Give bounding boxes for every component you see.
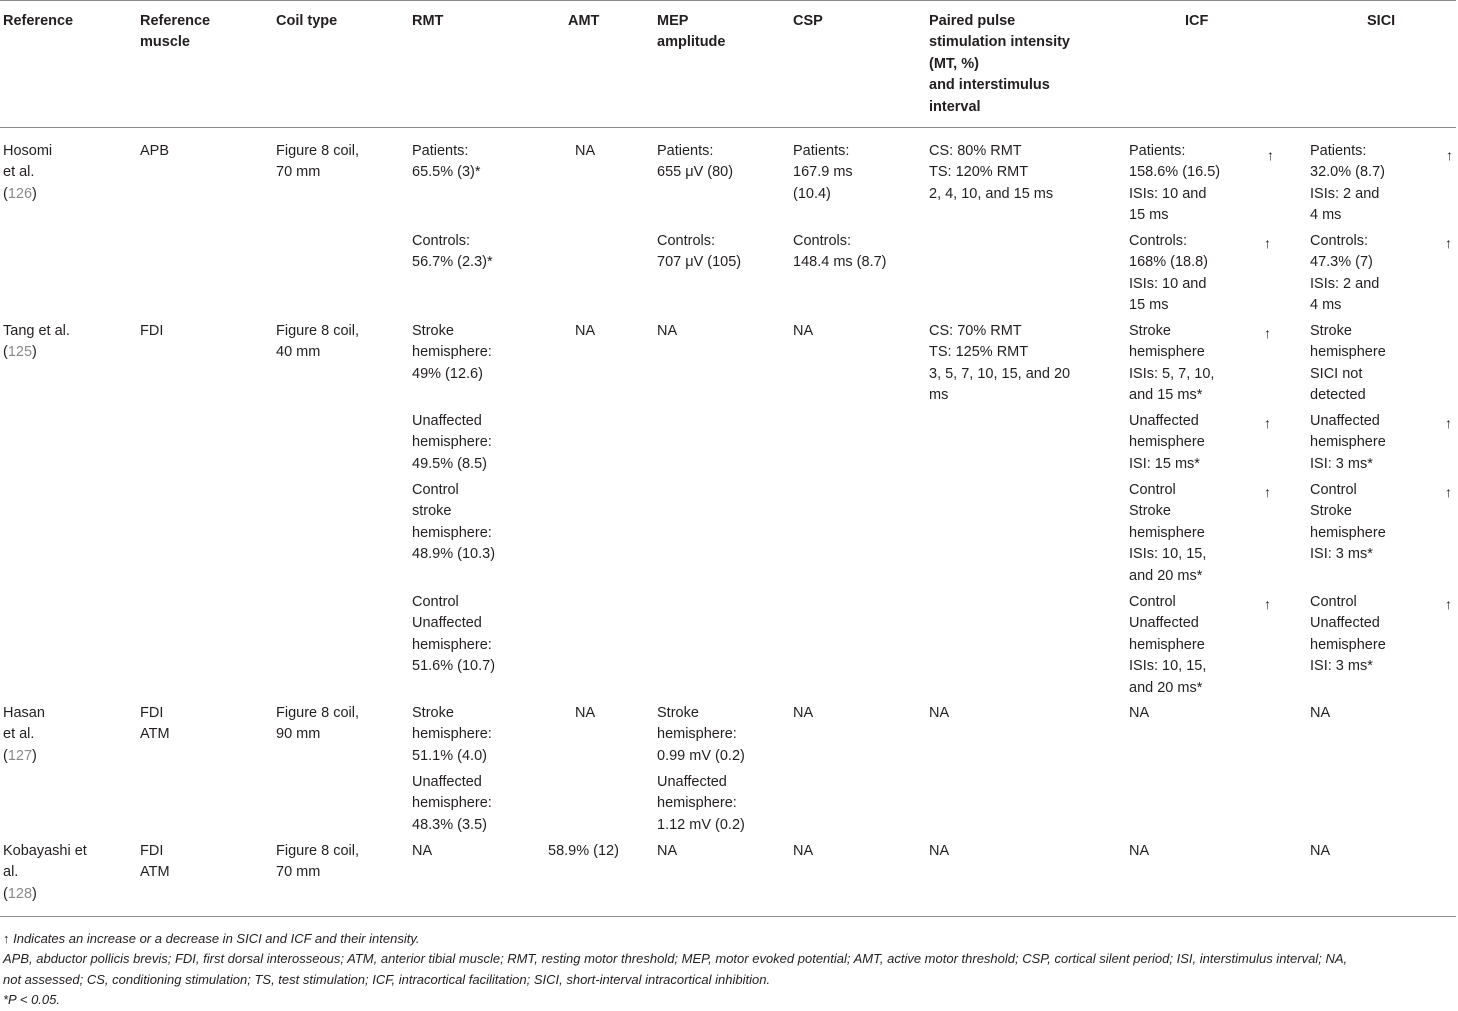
reference-citation[interactable]: (126): [3, 185, 37, 202]
cell-sici-line: Patients:: [1310, 143, 1367, 159]
cell-amt: [575, 703, 595, 724]
cell-rmt-line: Patients:: [412, 143, 469, 159]
header-amt-line: AMT: [568, 13, 600, 29]
cell-reference: [3, 703, 45, 767]
cell-rmt-line: Controls:: [412, 233, 471, 249]
cell-icf-line: and 20 ms*: [1129, 679, 1203, 696]
cell-icf-line: Patients:: [1129, 143, 1186, 159]
cell-icf: [1129, 141, 1220, 227]
cell-reference-line: Kobayashi et: [3, 843, 87, 859]
header-icf-line: ICF: [1185, 13, 1209, 29]
icf-increase-arrow-icon: ↑: [1264, 325, 1271, 341]
cell-sici-line: hemisphere: [1310, 636, 1386, 653]
cell-sici-line: 47.3% (7): [1310, 254, 1373, 271]
cell-icf: [1129, 321, 1214, 407]
cell-rmt: [412, 772, 492, 836]
cell-mep: [657, 841, 677, 862]
cell-icf-line: and 15 ms*: [1129, 387, 1203, 404]
cell-sici-line: Control: [1310, 482, 1357, 498]
header-rmt: [412, 11, 443, 32]
cell-sici: [1310, 480, 1386, 566]
cell-mep-line: hemisphere:: [657, 795, 737, 812]
cell-coil-line: 40 mm: [276, 344, 321, 361]
cell-mep-line: NA: [657, 323, 678, 339]
cell-csp: [793, 141, 853, 205]
cell-sici-line: hemisphere: [1310, 344, 1386, 361]
table-header-rule: [0, 127, 1456, 128]
cell-mep-line: NA: [657, 843, 678, 859]
cell-sici-line: Unaffected: [1310, 413, 1380, 429]
cell-csp-line: Controls:: [793, 233, 852, 249]
cell-sici: [1310, 231, 1379, 317]
icf-increase-arrow-icon: ↑: [1264, 596, 1271, 612]
header-sici: [1367, 11, 1395, 32]
cell-sici: [1310, 841, 1330, 862]
cell-amt-line: NA: [575, 143, 596, 159]
table-bottom-rule: [0, 916, 1456, 917]
cell-csp-line: (10.4): [793, 185, 831, 202]
cell-icf-line: ISIs: 10 and: [1129, 275, 1207, 292]
cell-csp-line: NA: [793, 705, 814, 721]
cell-rmt-line: NA: [412, 843, 433, 859]
cell-rmt: [412, 480, 495, 566]
header-icf: [1185, 11, 1208, 32]
cell-rmt-line: Control: [412, 482, 459, 498]
cell-reference-line: al.: [3, 864, 19, 881]
cell-csp-line: 148.4 ms (8.7): [793, 254, 887, 271]
cell-amt: [548, 841, 619, 862]
cell-mep-line: 1.12 mV (0.2): [657, 816, 745, 833]
icf-increase-arrow-icon: ↑: [1267, 147, 1274, 163]
cell-paired-pulse: [929, 321, 1070, 407]
cell-rmt-line: Stroke: [412, 705, 454, 721]
cell-icf-line: ISIs: 5, 7, 10,: [1129, 365, 1215, 382]
cell-mep-line: Controls:: [657, 233, 716, 249]
cell-sici-line: ISIs: 2 and: [1310, 275, 1380, 292]
cell-reference: [3, 841, 87, 905]
header-paired-pulse-line: and interstimulus: [929, 77, 1050, 94]
cell-amt: [575, 321, 595, 342]
cell-mep-line: Unaffected: [657, 774, 727, 790]
cell-mep-line: Patients:: [657, 143, 714, 159]
cell-sici-line: hemisphere: [1310, 434, 1386, 451]
cell-icf-line: 15 ms: [1129, 207, 1169, 224]
cell-rmt-line: Control: [412, 594, 459, 610]
cell-icf: [1129, 592, 1206, 699]
cell-muscle: [140, 841, 170, 884]
cell-mep: [657, 703, 745, 767]
header-coil-type-line: Coil type: [276, 13, 338, 29]
cell-muscle-line: FDI: [140, 705, 164, 721]
cell-rmt-line: Unaffected: [412, 774, 482, 790]
cell-sici: [1310, 321, 1386, 407]
cell-icf: [1129, 480, 1206, 587]
cell-icf-line: Stroke: [1129, 503, 1171, 520]
cell-sici: [1310, 592, 1386, 678]
header-paired-pulse-line: interval: [929, 98, 981, 115]
cell-icf-line: 168% (18.8): [1129, 254, 1208, 271]
cell-rmt-line: 48.3% (3.5): [412, 816, 487, 833]
cell-mep-line: hemisphere:: [657, 726, 737, 743]
cell-icf: [1129, 841, 1149, 862]
cell-icf-line: Unaffected: [1129, 615, 1199, 632]
header-csp-line: CSP: [793, 13, 823, 29]
cell-rmt-line: hemisphere:: [412, 434, 492, 451]
cell-rmt-line: 48.9% (10.3): [412, 546, 496, 563]
cell-icf-line: Control: [1129, 594, 1176, 610]
cell-icf-line: ISIs: 10 and: [1129, 185, 1207, 202]
cell-sici-line: Stroke: [1310, 323, 1352, 339]
cell-mep: [657, 141, 733, 184]
cell-sici-line: SICI not: [1310, 365, 1363, 382]
cell-csp: [793, 703, 813, 724]
cell-reference-line: Tang et al.: [3, 323, 70, 339]
cell-mep: [657, 772, 745, 836]
cell-mep-line: Stroke: [657, 705, 699, 721]
cell-icf-line: hemisphere: [1129, 344, 1205, 361]
cell-icf-line: Stroke: [1129, 323, 1171, 339]
cell-icf-line: hemisphere: [1129, 636, 1205, 653]
cell-sici-line: 4 ms: [1310, 297, 1342, 314]
reference-number-link[interactable]: 128: [7, 885, 33, 902]
cell-muscle: [140, 321, 163, 342]
cell-mep-line: 655 μV (80): [657, 164, 734, 181]
reference-number-link[interactable]: 126: [7, 185, 33, 202]
cell-coil-line: Figure 8 coil,: [276, 323, 360, 339]
footnote-arrow: ↑ Indicates an increase or a decrease in SICI and ICF and their intensity.: [3, 931, 420, 946]
cell-icf-line: hemisphere: [1129, 434, 1205, 451]
cell-icf-line: Control: [1129, 482, 1176, 498]
cell-rmt-line: 49% (12.6): [412, 365, 483, 382]
cell-rmt-line: stroke: [412, 503, 452, 520]
cell-sici-line: 4 ms: [1310, 207, 1342, 224]
header-mep-amplitude-line: MEP: [657, 13, 689, 29]
sici-increase-arrow-icon: ↑: [1445, 415, 1452, 431]
cell-coil-line: 70 mm: [276, 864, 321, 881]
cell-coil-line: 70 mm: [276, 164, 321, 181]
cell-rmt-line: 51.6% (10.7): [412, 658, 496, 675]
cell-rmt: [412, 231, 493, 274]
cell-sici-line: ISI: 3 ms*: [1310, 658, 1373, 675]
cell-coil: [276, 141, 359, 184]
header-coil-type: [276, 11, 337, 32]
cell-paired-pulse-line: 2, 4, 10, and 15 ms: [929, 185, 1054, 202]
cell-coil: [276, 841, 359, 884]
cell-csp-line: NA: [793, 323, 814, 339]
icf-increase-arrow-icon: ↑: [1264, 235, 1271, 251]
cell-coil-line: Figure 8 coil,: [276, 843, 360, 859]
cell-icf-line: and 20 ms*: [1129, 567, 1203, 584]
cell-sici-line: ISI: 3 ms*: [1310, 546, 1373, 563]
reference-citation[interactable]: (128): [3, 885, 37, 902]
cell-sici: [1310, 703, 1330, 724]
cell-csp-line: NA: [793, 843, 814, 859]
cell-amt-line: 58.9% (12): [548, 843, 619, 859]
sici-increase-arrow-icon: ↑: [1445, 484, 1452, 500]
cell-muscle-line: FDI: [140, 843, 164, 859]
icf-increase-arrow-icon: ↑: [1264, 484, 1271, 500]
cell-sici-line: Stroke: [1310, 503, 1352, 520]
cell-sici: [1310, 411, 1386, 475]
cell-coil-line: Figure 8 coil,: [276, 705, 360, 721]
cell-paired-pulse: [929, 841, 949, 862]
cell-rmt-line: 65.5% (3)*: [412, 164, 481, 181]
cell-reference: [3, 141, 52, 205]
cell-paired-pulse-line: NA: [929, 705, 950, 721]
cell-rmt: [412, 411, 492, 475]
cell-csp: [793, 321, 813, 342]
cell-rmt-line: hemisphere:: [412, 524, 492, 541]
header-sici-line: SICI: [1367, 13, 1396, 29]
cell-paired-pulse-line: 3, 5, 7, 10, 15, and 20: [929, 365, 1071, 382]
cell-rmt: [412, 141, 481, 184]
cell-mep-line: 707 μV (105): [657, 254, 742, 271]
header-paired-pulse-line: (MT, %): [929, 55, 979, 72]
cell-sici-line: NA: [1310, 843, 1331, 859]
cell-icf-line: NA: [1129, 843, 1150, 859]
cell-icf-line: 15 ms: [1129, 297, 1169, 314]
cell-csp-line: 167.9 ms: [793, 164, 853, 181]
cell-rmt-line: hemisphere:: [412, 636, 492, 653]
cell-icf: [1129, 231, 1208, 317]
icf-increase-arrow-icon: ↑: [1264, 415, 1271, 431]
cell-sici: [1310, 141, 1385, 227]
cell-icf-line: NA: [1129, 705, 1150, 721]
cell-mep: [657, 321, 677, 342]
cell-muscle-line: ATM: [140, 726, 170, 743]
cell-coil-line: Figure 8 coil,: [276, 143, 360, 159]
cell-amt: [575, 141, 595, 162]
cell-icf-line: 158.6% (16.5): [1129, 164, 1221, 181]
cell-paired-pulse: [929, 703, 949, 724]
cell-rmt-line: Stroke: [412, 323, 454, 339]
cell-icf: [1129, 411, 1205, 475]
header-reference: [3, 11, 73, 32]
cell-sici-line: hemisphere: [1310, 524, 1386, 541]
reference-number-link[interactable]: 125: [7, 344, 33, 361]
header-reference-muscle-line: Reference: [140, 13, 211, 29]
cell-sici-line: ISIs: 2 and: [1310, 185, 1380, 202]
cell-sici-line: detected: [1310, 387, 1366, 404]
cell-sici-line: NA: [1310, 705, 1331, 721]
sici-increase-arrow-icon: ↑: [1445, 596, 1452, 612]
footnote-significance: *P < 0.05.: [3, 992, 60, 1008]
sici-increase-arrow-icon: ↑: [1446, 147, 1453, 163]
header-rmt-line: RMT: [412, 13, 444, 29]
cell-reference-line: Hosomi: [3, 143, 53, 159]
header-mep-amplitude-line: amplitude: [657, 34, 726, 51]
cell-csp-line: Patients:: [793, 143, 850, 159]
cell-reference-line: et al.: [3, 726, 35, 743]
cell-reference-line: et al.: [3, 164, 35, 181]
cell-rmt: [412, 592, 495, 678]
table-footnotes: [3, 929, 1455, 1011]
cell-rmt-line: Unaffected: [412, 413, 482, 429]
cell-icf-line: ISIs: 10, 15,: [1129, 658, 1207, 675]
cell-paired-pulse-line: TS: 125% RMT: [929, 344, 1029, 361]
cell-reference: [3, 321, 70, 364]
header-reference-line: Reference: [3, 13, 74, 29]
cell-sici-line: Control: [1310, 594, 1357, 610]
header-paired-pulse-line: Paired pulse: [929, 13, 1016, 29]
cell-sici-line: Unaffected: [1310, 615, 1380, 632]
cell-icf-line: Unaffected: [1129, 413, 1199, 429]
cell-rmt-line: 56.7% (2.3)*: [412, 254, 493, 271]
cell-rmt-line: 51.1% (4.0): [412, 747, 487, 764]
cell-rmt-line: 49.5% (8.5): [412, 455, 487, 472]
header-mep-amplitude: [657, 11, 725, 54]
cell-icf-line: ISI: 15 ms*: [1129, 455, 1200, 472]
cell-rmt-line: hemisphere:: [412, 726, 492, 743]
cell-sici-line: ISI: 3 ms*: [1310, 455, 1373, 472]
cell-muscle: [140, 703, 170, 746]
header-paired-pulse-line: stimulation intensity: [929, 34, 1070, 51]
header-csp: [793, 11, 823, 32]
cell-reference-line: Hasan: [3, 705, 45, 721]
cell-muscle-line: APB: [140, 143, 170, 159]
header-reference-muscle-line: muscle: [140, 34, 190, 51]
cell-rmt: [412, 703, 492, 767]
reference-number-link[interactable]: 127: [7, 747, 33, 764]
cell-paired-pulse-line: ms: [929, 387, 949, 404]
cell-paired-pulse: [929, 141, 1053, 205]
cell-rmt-line: hemisphere:: [412, 344, 492, 361]
cell-paired-pulse-line: CS: 80% RMT: [929, 143, 1022, 159]
cell-paired-pulse-line: CS: 70% RMT: [929, 323, 1022, 339]
cell-muscle-line: FDI: [140, 323, 164, 339]
header-paired-pulse: [929, 11, 1070, 118]
sici-increase-arrow-icon: ↑: [1445, 235, 1452, 251]
header-reference-muscle: [140, 11, 210, 54]
cell-paired-pulse-line: TS: 120% RMT: [929, 164, 1029, 181]
reference-citation[interactable]: (125): [3, 344, 37, 361]
cell-rmt-line: hemisphere:: [412, 795, 492, 812]
cell-icf: [1129, 703, 1149, 724]
cell-icf-line: Controls:: [1129, 233, 1188, 249]
cell-coil: [276, 321, 359, 364]
footnote-abbreviations-2: not assessed; CS, conditioning stimulation; TS, test stimulation; ICF, intracortical facilitation; SICI, short-interval intracortical inhibition.: [3, 971, 771, 987]
cell-paired-pulse-line: NA: [929, 843, 950, 859]
cell-sici-line: 32.0% (8.7): [1310, 164, 1385, 181]
cell-amt-line: NA: [575, 323, 596, 339]
cell-sici-line: Controls:: [1310, 233, 1369, 249]
cell-coil-line: 90 mm: [276, 726, 321, 743]
reference-citation[interactable]: (127): [3, 747, 37, 764]
cell-csp: [793, 841, 813, 862]
cell-amt-line: NA: [575, 705, 596, 721]
footnote-abbreviations-1: APB, abductor pollicis brevis; FDI, first dorsal interosseous; ATM, anterior tibial muscle; RMT, resting motor threshold; MEP, motor evoked potential; AMT, active motor threshold; CSP, cortical silent period; ISI, interstimulus interval; NA,: [3, 951, 1348, 967]
cell-icf-line: ISIs: 10, 15,: [1129, 546, 1207, 563]
cell-rmt: [412, 841, 432, 862]
cell-mep: [657, 231, 741, 274]
cell-rmt-line: Unaffected: [412, 615, 482, 632]
header-amt: [568, 11, 599, 32]
cell-icf-line: hemisphere: [1129, 524, 1205, 541]
cell-muscle-line: ATM: [140, 864, 170, 881]
cell-coil: [276, 703, 359, 746]
cell-muscle: [140, 141, 169, 162]
table-top-rule: [0, 0, 1456, 1]
cell-csp: [793, 231, 887, 274]
cell-mep-line: 0.99 mV (0.2): [657, 747, 745, 764]
cell-rmt: [412, 321, 492, 385]
